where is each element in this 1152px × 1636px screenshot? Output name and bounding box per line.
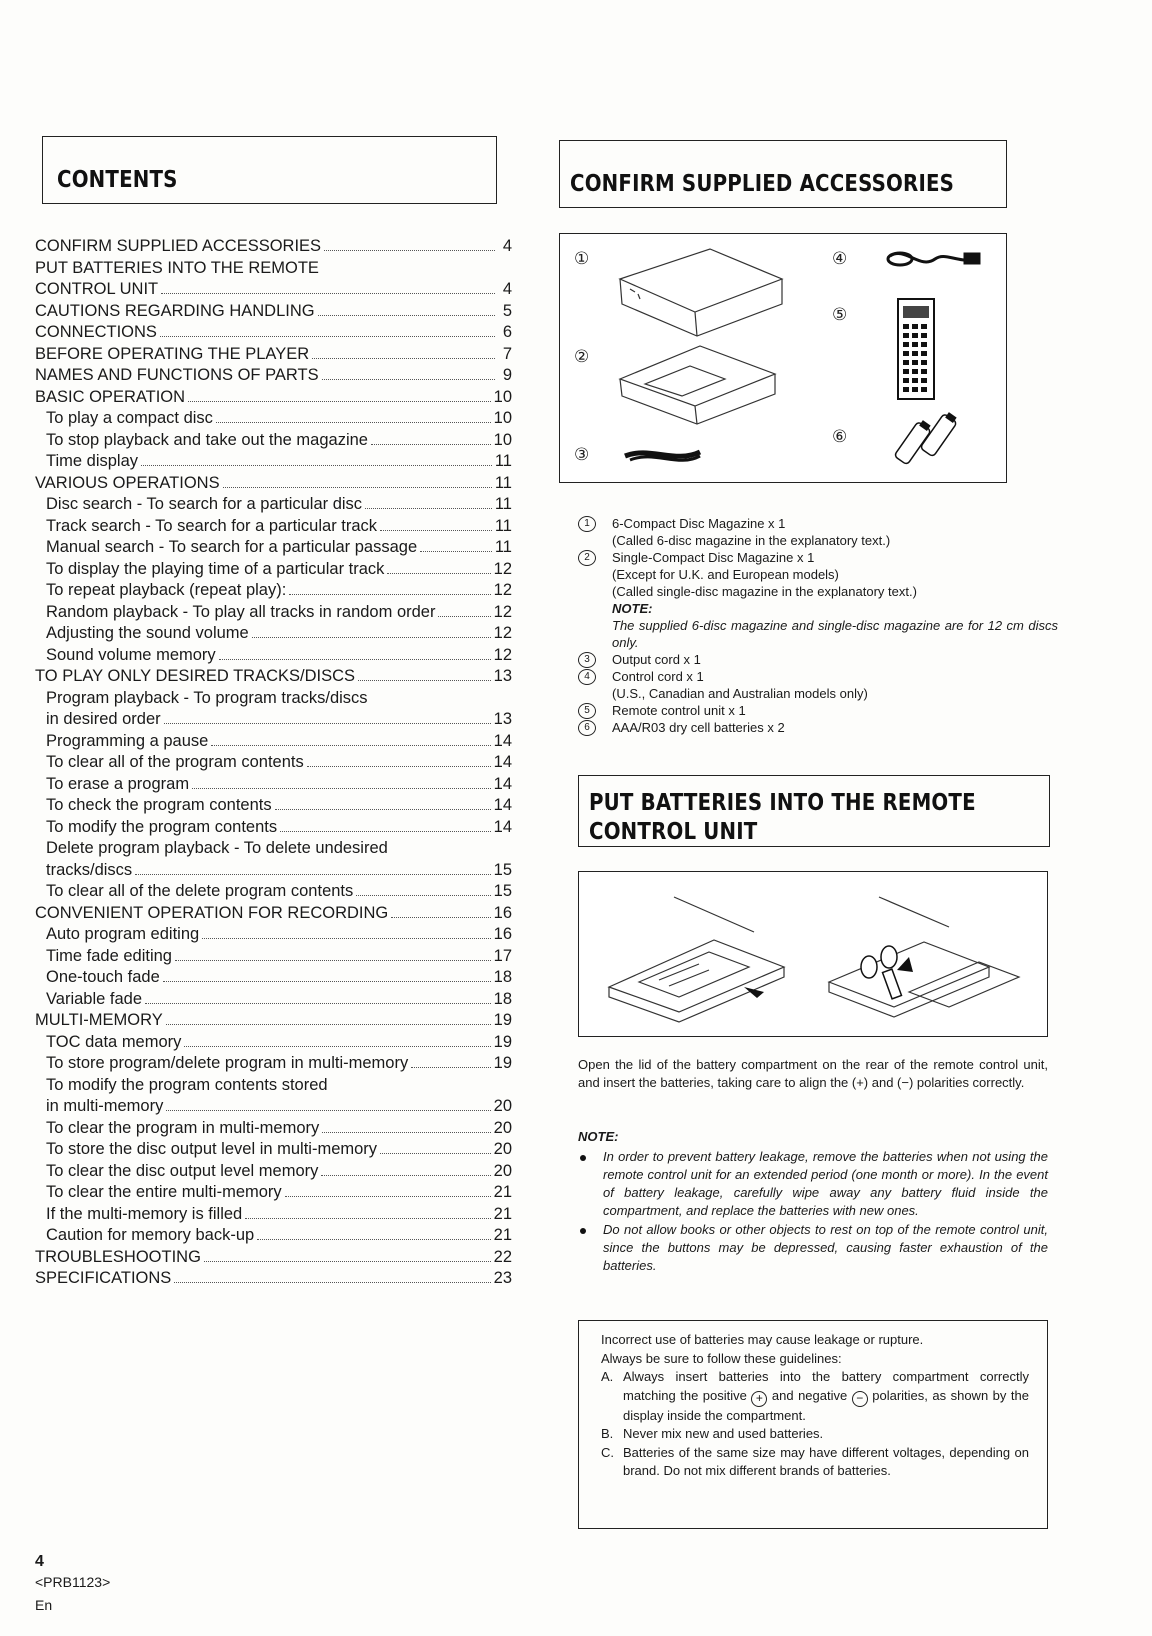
remote-button-icon [921, 333, 927, 338]
toc-entry [35, 301, 512, 323]
toc-entry [35, 1268, 512, 1290]
toc-entry [35, 602, 512, 624]
toc-entry [35, 666, 512, 688]
remote-button-icon [921, 342, 927, 347]
toc-entry-page: 14 [493, 817, 512, 836]
toc-entry-title: To display the playing time of a particular track [46, 559, 385, 578]
control-cord-drawing [888, 253, 979, 265]
toc-entry-page: 10 [493, 387, 512, 406]
toc-entry [35, 709, 512, 731]
toc-entry-title: To store the disc output level in multi-memory [46, 1140, 378, 1158]
toc-entry-title: To modify the program contents [46, 817, 278, 836]
toc-leader-dots [371, 430, 491, 445]
toc-entry-title: Track search - To search for a particular track [46, 516, 378, 535]
toc-leader-dots [380, 1139, 491, 1154]
toc-entry-page: 13 [493, 667, 512, 685]
toc-leader-dots [387, 559, 490, 574]
toc-entry-title: To erase a program [46, 774, 190, 793]
toc-leader-dots [275, 795, 491, 810]
remote-button-icon [921, 378, 927, 383]
accessory-subtext: (Except for U.K. and European models) [612, 567, 839, 582]
toc-entry-page: 4 [502, 237, 512, 255]
toc-entry [35, 322, 512, 344]
toc-entry [35, 1139, 512, 1161]
toc-entry [35, 860, 512, 882]
toc-entry [35, 408, 512, 430]
toc-leader-dots [380, 516, 492, 531]
toc-leader-dots [245, 1204, 490, 1219]
toc-entry-title: Sound volume memory [46, 645, 216, 664]
toc-leader-dots [216, 408, 491, 423]
toc-entry-title: PUT BATTERIES INTO THE REMOTE [35, 258, 319, 277]
toc-entry-title: MULTI-MEMORY [35, 1011, 163, 1029]
figure-label-6: ⑥ [832, 427, 848, 447]
toc-entry-page: 15 [493, 860, 512, 879]
toc-entry-title: To modify the program contents stored [46, 1075, 328, 1094]
toc-entry [35, 580, 512, 602]
toc-entry-title: Caution for memory back-up [46, 1226, 255, 1244]
toc-leader-dots [166, 1096, 490, 1111]
figure-label-1: ① [574, 249, 590, 269]
toc-entry-title: CONVENIENT OPERATION FOR RECORDING [35, 903, 389, 922]
toc-leader-dots [391, 903, 490, 918]
toc-entry-page: 5 [502, 301, 512, 320]
toc-entry-title: Random playback - To play all tracks in random order [46, 602, 436, 621]
toc-entry [35, 967, 512, 989]
accessories-drawing [560, 234, 1006, 482]
toc-entry-title: Programming a pause [46, 731, 209, 750]
accessory-subtext: (U.S., Canadian and Australian models only) [612, 686, 868, 701]
remote-button-icon [912, 333, 918, 338]
toc-entry-title: To clear the program in multi-memory [46, 1118, 320, 1137]
toc-leader-dots [312, 344, 495, 359]
remote-button-icon [921, 360, 927, 365]
toc-leader-dots [356, 881, 490, 896]
warning-item-c-label: C. [601, 1444, 614, 1460]
toc-entry [35, 795, 512, 817]
accessory-number: 2 [578, 550, 596, 566]
accessory-text: AAA/R03 dry cell batteries x 2 [612, 720, 785, 735]
toc-leader-dots [321, 1161, 490, 1176]
remote-button-icon [903, 351, 909, 356]
remote-button-icon [912, 351, 918, 356]
toc-entry-page: 10 [493, 409, 512, 427]
toc-entry-page: 6 [502, 323, 512, 341]
toc-leader-dots [285, 1182, 491, 1197]
toc-entry-title: TOC data memory [46, 1032, 182, 1051]
toc-leader-dots [322, 1118, 490, 1133]
toc-entry [35, 365, 512, 387]
toc-entry [35, 838, 512, 860]
battery-note-label: NOTE: [578, 1129, 619, 1144]
toc-entry-title: VARIOUS OPERATIONS [35, 473, 220, 492]
toc-entry-page: 11 [494, 452, 512, 470]
language-code: En [35, 1597, 53, 1613]
remote-button-icon [903, 333, 909, 338]
toc-entry [35, 344, 512, 366]
toc-leader-dots [145, 989, 491, 1004]
toc-entry-page: 14 [493, 796, 512, 814]
toc-entry-title: Manual search - To search for a particular passage [46, 538, 418, 556]
toc-entry-title: in desired order [46, 710, 161, 728]
toc-entry [35, 946, 512, 968]
toc-leader-dots [358, 666, 491, 681]
toc-entry-title: in multi-memory [46, 1097, 164, 1115]
battery-note-text: In order to prevent battery leakage, remove the batteries when not using the remote control unit for an extended period (one month or more). In the event of battery leakage, carefully wipe away any battery fluid inside the compartment, and replace the batteries with new ones. [603, 1149, 1048, 1218]
batteries-heading-line2: CONTROL UNIT [589, 819, 758, 845]
toc-entry [35, 387, 512, 409]
toc-entry [35, 1225, 512, 1247]
accessories-list [578, 515, 1058, 736]
remote-button-icon [912, 324, 918, 329]
toc-entry [35, 731, 512, 753]
warning-item-b-label: B. [601, 1426, 614, 1441]
toc-leader-dots [219, 645, 491, 660]
accessory-subtext: (Called 6-disc magazine in the explanatory text.) [612, 533, 891, 548]
toc-entry-page: 15 [493, 882, 512, 900]
accessory-item [578, 668, 1058, 685]
toc-entry [35, 1182, 512, 1204]
toc-entry [35, 559, 512, 581]
warning-item-a-and: and negative [771, 1387, 848, 1403]
toc-leader-dots [174, 1268, 490, 1283]
toc-entry-title: BASIC OPERATION [35, 387, 186, 406]
warning-item-c [601, 1444, 1029, 1481]
accessories-heading-box [559, 140, 1007, 208]
accessory-text: Single-Compact Disc Magazine x 1 [612, 550, 815, 565]
remote-button-icon [903, 378, 909, 383]
warning-item-a-text-1: Always insert batteries into the battery compartment correctly matching the positive [623, 1369, 1029, 1403]
accessory-number: 1 [578, 516, 596, 532]
accessory-item [578, 719, 1058, 736]
toc-entry-page: 14 [493, 774, 512, 793]
toc-entry-title: Delete program playback - To delete undesired [46, 839, 388, 857]
toc-leader-dots [289, 580, 490, 595]
toc-leader-dots [280, 817, 491, 832]
figure-label-4: ④ [832, 249, 848, 269]
warning-intro-1: Incorrect use of batteries may cause leakage or rupture. [601, 1332, 924, 1347]
toc-entry-title: Auto program editing [46, 925, 200, 943]
toc-entry-title: To store program/delete program in multi-memory [46, 1054, 409, 1072]
page-number: 4 [35, 1553, 44, 1570]
accessory-text: Control cord x 1 [612, 669, 704, 684]
warning-item-c-text: Batteries of the same size may have different voltages, depending on brand. Do not mix different brands of batteries. [623, 1444, 1029, 1478]
remote-button-icon [903, 369, 909, 374]
remote-control-drawing [898, 299, 934, 399]
toc-entry-title: Variable fade [46, 989, 143, 1008]
toc-entry-page: 7 [502, 344, 512, 363]
toc-entry-title: To repeat playback (repeat play): [46, 581, 287, 599]
toc-leader-dots [307, 752, 491, 767]
warning-item-b-text: Never mix new and used batteries. [623, 1426, 824, 1441]
remote-button-icon [912, 369, 918, 374]
accessory-item [578, 702, 1058, 719]
toc-entry-page: 18 [493, 968, 512, 986]
battery-warning-box [578, 1320, 1048, 1529]
toc-entry-page: 11 [494, 473, 512, 492]
toc-entry-title: SPECIFICATIONS [35, 1269, 172, 1287]
toc-entry-page: 19 [493, 1054, 512, 1072]
toc-leader-dots [161, 279, 495, 294]
toc-leader-dots [438, 602, 490, 617]
toc-entry-title: NAMES AND FUNCTIONS OF PARTS [35, 366, 319, 384]
accessory-number: 3 [578, 652, 596, 668]
toc-entry [35, 1075, 512, 1097]
accessory-number: 5 [578, 703, 596, 719]
toc-leader-dots [223, 473, 492, 488]
warning-item-a-label: A. [601, 1369, 614, 1384]
toc-leader-dots [252, 623, 491, 638]
toc-entry [35, 688, 512, 710]
remote-button-icon [921, 351, 927, 356]
toc-leader-dots [188, 387, 491, 402]
toc-entry-title: To clear all of the program contents [46, 753, 304, 771]
toc-entry-page: 13 [493, 710, 512, 728]
toc-entry-page: 20 [493, 1140, 512, 1158]
toc-entry-page: 12 [493, 645, 512, 664]
toc-entry-title: TO PLAY ONLY DESIRED TRACKS/DISCS [35, 667, 356, 685]
toc-entry [35, 924, 512, 946]
toc-leader-dots [135, 860, 490, 875]
toc-entry [35, 1053, 512, 1075]
toc-entry-title: TROUBLESHOOTING [35, 1247, 201, 1266]
toc-leader-dots [211, 731, 490, 746]
toc-entry-page: 9 [502, 366, 512, 384]
toc-entry-page: 21 [493, 1204, 512, 1223]
toc-entry-page: 19 [493, 1011, 512, 1029]
toc-leader-dots [204, 1247, 491, 1262]
toc-entry [35, 1204, 512, 1226]
toc-entry [35, 903, 512, 925]
remote-button-icon [912, 387, 918, 392]
bullet-icon [580, 1228, 586, 1234]
accessory-item [578, 651, 1058, 668]
toc-entry-title: To clear the disc output level memory [46, 1161, 319, 1180]
toc-entry-page: 11 [494, 538, 512, 556]
toc-entry [35, 473, 512, 495]
toc-entry-title: To stop playback and take out the magazine [46, 430, 368, 449]
toc-entry [35, 236, 512, 258]
toc-entry-page: 11 [494, 516, 512, 535]
figure-label-2: ② [574, 347, 590, 367]
toc-entry [35, 537, 512, 559]
toc-entry [35, 645, 512, 667]
toc-leader-dots [192, 774, 491, 789]
toc-entry [35, 451, 512, 473]
toc-entry-page: 14 [493, 753, 512, 771]
toc-entry-title: CONTROL UNIT [35, 280, 159, 298]
toc-entry [35, 516, 512, 538]
toc-leader-dots [202, 924, 490, 939]
accessory-text: Remote control unit x 1 [612, 703, 746, 718]
toc-entry-title: CAUTIONS REGARDING HANDLING [35, 301, 315, 320]
toc-entry [35, 881, 512, 903]
output-cord-drawing [625, 452, 700, 460]
single-disc-magazine-drawing [620, 346, 775, 424]
toc-entry [35, 494, 512, 516]
toc-leader-dots [141, 451, 492, 466]
accessory-text: 6-Compact Disc Magazine x 1 [612, 516, 786, 531]
toc-entry-page: 12 [493, 624, 512, 642]
accessory-text: Output cord x 1 [612, 652, 701, 667]
minus-polarity-icon: − [852, 1391, 868, 1407]
accessory-item [578, 549, 1058, 566]
accessories-heading: CONFIRM SUPPLIED ACCESSORIES [570, 171, 955, 197]
toc-leader-dots [166, 1010, 491, 1025]
toc-entry-page: 12 [493, 581, 512, 599]
toc-entry-page: 11 [494, 495, 512, 513]
toc-entry [35, 752, 512, 774]
plus-polarity-icon: + [751, 1391, 767, 1407]
batteries-heading-box [578, 775, 1050, 847]
toc-entry [35, 1010, 512, 1032]
contents-heading: CONTENTS [57, 167, 178, 193]
accessory-number: 6 [578, 720, 596, 736]
warning-intro-2: Always be sure to follow these guidelines: [601, 1350, 842, 1366]
document-code: <PRB1123> [35, 1574, 111, 1590]
batteries-heading-line1: PUT BATTERIES INTO THE REMOTE [589, 790, 976, 816]
toc-entry-title: Time display [46, 452, 138, 470]
toc-entry-title: To check the program contents [46, 796, 272, 814]
toc-leader-dots [257, 1225, 490, 1240]
toc-leader-dots [411, 1053, 490, 1068]
toc-entry-page: 17 [493, 946, 512, 965]
figure-label-5: ⑤ [832, 305, 848, 325]
remote-button-icon [903, 342, 909, 347]
toc-entry-page: 21 [493, 1226, 512, 1244]
accessories-note-text: The supplied 6-disc magazine and single-disc magazine are for 12 cm discs only. [612, 618, 1058, 650]
accessories-note-label: NOTE: [612, 601, 653, 616]
toc-entry-page: 12 [493, 559, 512, 578]
remote-button-icon [921, 369, 927, 374]
toc-entry-page: 20 [493, 1118, 512, 1137]
toc-entry [35, 1118, 512, 1140]
battery-notes [578, 1148, 1048, 1276]
toc-entry-page: 14 [493, 731, 512, 750]
toc-entry-title: CONFIRM SUPPLIED ACCESSORIES [35, 237, 322, 255]
toc-entry [35, 623, 512, 645]
toc-entry-title: One-touch fade [46, 968, 160, 986]
warning-item-b [601, 1425, 1029, 1444]
toc-leader-dots [164, 709, 491, 724]
toc-entry-title: BEFORE OPERATING THE PLAYER [35, 344, 310, 363]
remote-button-icon [903, 360, 909, 365]
toc-entry-title: Disc search - To search for a particular disc [46, 495, 363, 513]
toc-entry [35, 279, 512, 301]
toc-entry-page: 23 [493, 1269, 512, 1287]
toc-leader-dots [318, 301, 495, 316]
toc-entry-title: Adjusting the sound volume [46, 624, 249, 642]
toc-leader-dots [420, 537, 492, 552]
battery-note-text: Do not allow books or other objects to rest on top of the remote control unit, since the buttons may be depressed, causing faster exhaustion of the batteries. [603, 1222, 1048, 1273]
remote-button-icon [912, 342, 918, 347]
accessories-illustration [559, 233, 1007, 483]
six-disc-magazine-drawing [620, 249, 782, 336]
figure-label-3: ③ [574, 445, 590, 465]
toc-entry-title: CONNECTIONS [35, 323, 157, 341]
toc-leader-dots [160, 322, 495, 337]
toc-entry-page: 20 [493, 1161, 512, 1180]
toc-entry [35, 1096, 512, 1118]
toc-entry-title: tracks/discs [46, 860, 133, 879]
toc-entry [35, 1032, 512, 1054]
contents-heading-box [42, 136, 497, 204]
toc-entry [35, 430, 512, 452]
toc-entry-page: 22 [493, 1247, 512, 1266]
toc-entry-page: 19 [493, 1032, 512, 1051]
remote-button-icon [903, 387, 909, 392]
toc-entry [35, 989, 512, 1011]
toc-leader-dots [365, 494, 492, 509]
toc-entry-title: To clear all of the delete program contents [46, 882, 354, 900]
toc-leader-dots [175, 946, 491, 961]
toc-entry-title: To clear the entire multi-memory [46, 1183, 282, 1201]
toc-entry [35, 1161, 512, 1183]
remote-button-icon [912, 378, 918, 383]
battery-insertion-illustration [578, 871, 1048, 1037]
toc-entry-page: 20 [493, 1097, 512, 1115]
warning-item-a-text-2: polarities, as shown by the display inside the compartment. [623, 1387, 1029, 1423]
toc-entry-title: To play a compact disc [46, 409, 213, 427]
battery-note-item [578, 1148, 1048, 1220]
toc-entry-page: 21 [493, 1183, 512, 1201]
remote-button-icon [921, 324, 927, 329]
toc-entry [35, 817, 512, 839]
bullet-icon [580, 1155, 586, 1161]
toc-entry [35, 258, 512, 280]
toc-entry-page: 16 [493, 903, 512, 922]
toc-entry-page: 18 [493, 989, 512, 1008]
table-of-contents [35, 236, 512, 1290]
accessory-item [578, 515, 1058, 532]
toc-leader-dots [324, 236, 495, 251]
toc-entry-page: 4 [502, 280, 512, 298]
toc-entry-page: 12 [493, 602, 512, 621]
remote-button-icon [912, 360, 918, 365]
toc-entry-page: 16 [493, 925, 512, 943]
toc-entry-title: Program playback - To program tracks/discs [46, 688, 368, 707]
toc-entry-title: If the multi-memory is filled [46, 1204, 243, 1223]
toc-leader-dots [322, 365, 495, 380]
battery-instructions: Open the lid of the battery compartment on the rear of the remote control unit, and insert the batteries, taking care to align the (+) and (−) polarities correctly. [578, 1057, 1048, 1090]
warning-item-a [601, 1368, 1029, 1425]
remote-button-icon [903, 324, 909, 329]
battery-insertion-drawing [579, 872, 1047, 1036]
remote-button-icon [921, 387, 927, 392]
toc-entry-page: 10 [493, 430, 512, 449]
toc-leader-dots [163, 967, 491, 982]
accessory-number: 4 [578, 669, 596, 685]
accessory-subtext: (Called single-disc magazine in the explanatory text.) [612, 584, 917, 599]
toc-leader-dots [184, 1032, 490, 1047]
toc-entry [35, 1247, 512, 1269]
toc-entry-title: Time fade editing [46, 946, 172, 965]
battery-note-item [578, 1221, 1048, 1275]
toc-entry [35, 774, 512, 796]
batteries-drawing [894, 411, 959, 465]
